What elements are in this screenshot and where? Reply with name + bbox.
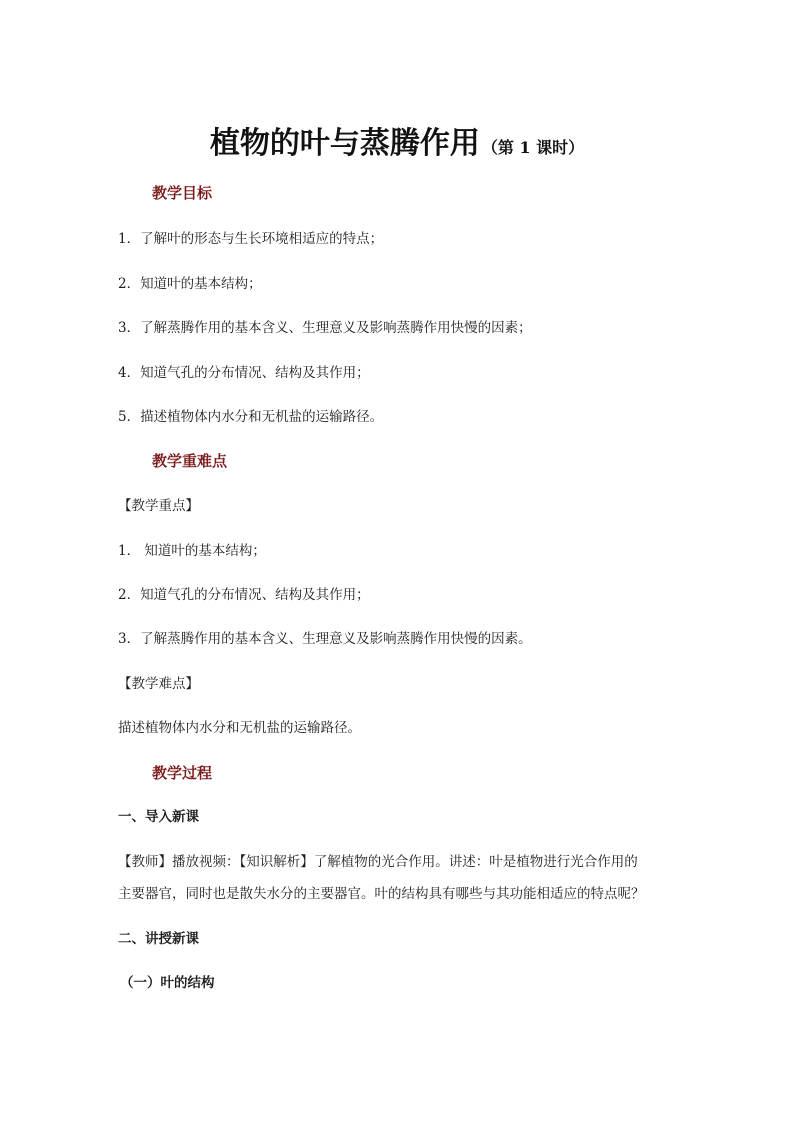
difficulty-label: 【教学难点】 [118,676,199,692]
subsection1-title: （一）叶的结构 [120,975,215,991]
title-subtitle: （第 1 课时） [481,138,585,157]
focus-item-2: 2．知道气孔的分布情况、结构及其作用； [118,587,370,603]
section2-title: 二、讲授新课 [118,931,199,947]
document-title [0,122,794,170]
objective-item-5: 5．描述植物体内水分和无机盐的运输路径。 [118,409,384,425]
objective-item-1: 1．了解叶的形态与生长环境相适应的特点； [118,231,384,247]
focus-item-1: 1． 知道叶的基本结构； [118,543,266,559]
section1-title: 一、导入新课 [118,809,199,825]
difficulty-text: 描述植物体内水分和无机盐的运输路径。 [118,720,361,736]
keypoints-heading: 教学重难点 [152,452,228,470]
focus-label: 【教学重点】 [118,498,199,514]
objective-item-4: 4．知道气孔的分布情况、结构及其作用； [118,365,370,381]
focus-item-3: 3．了解蒸腾作用的基本含义、生理意义及影响蒸腾作用快慢的因素。 [118,631,532,647]
objectives-heading: 教学目标 [152,184,213,202]
objective-item-3: 3．了解蒸腾作用的基本含义、生理意义及影响蒸腾作用快慢的因素； [118,320,532,336]
title-main: 植物的叶与蒸腾作用 [209,126,480,161]
process-heading: 教学过程 [152,764,213,782]
objective-item-2: 2．知道叶的基本结构； [118,276,262,292]
section1-paragraph-line1: 【教师】播放视频：【知识解析】了解植物的光合作用。讲述：叶是植物进行光合作用的 [118,854,638,870]
section1-paragraph-line2: 主要器官，同时也是散失水分的主要器官。叶的结构具有哪些与其功能相适应的特点呢？ [118,886,645,902]
